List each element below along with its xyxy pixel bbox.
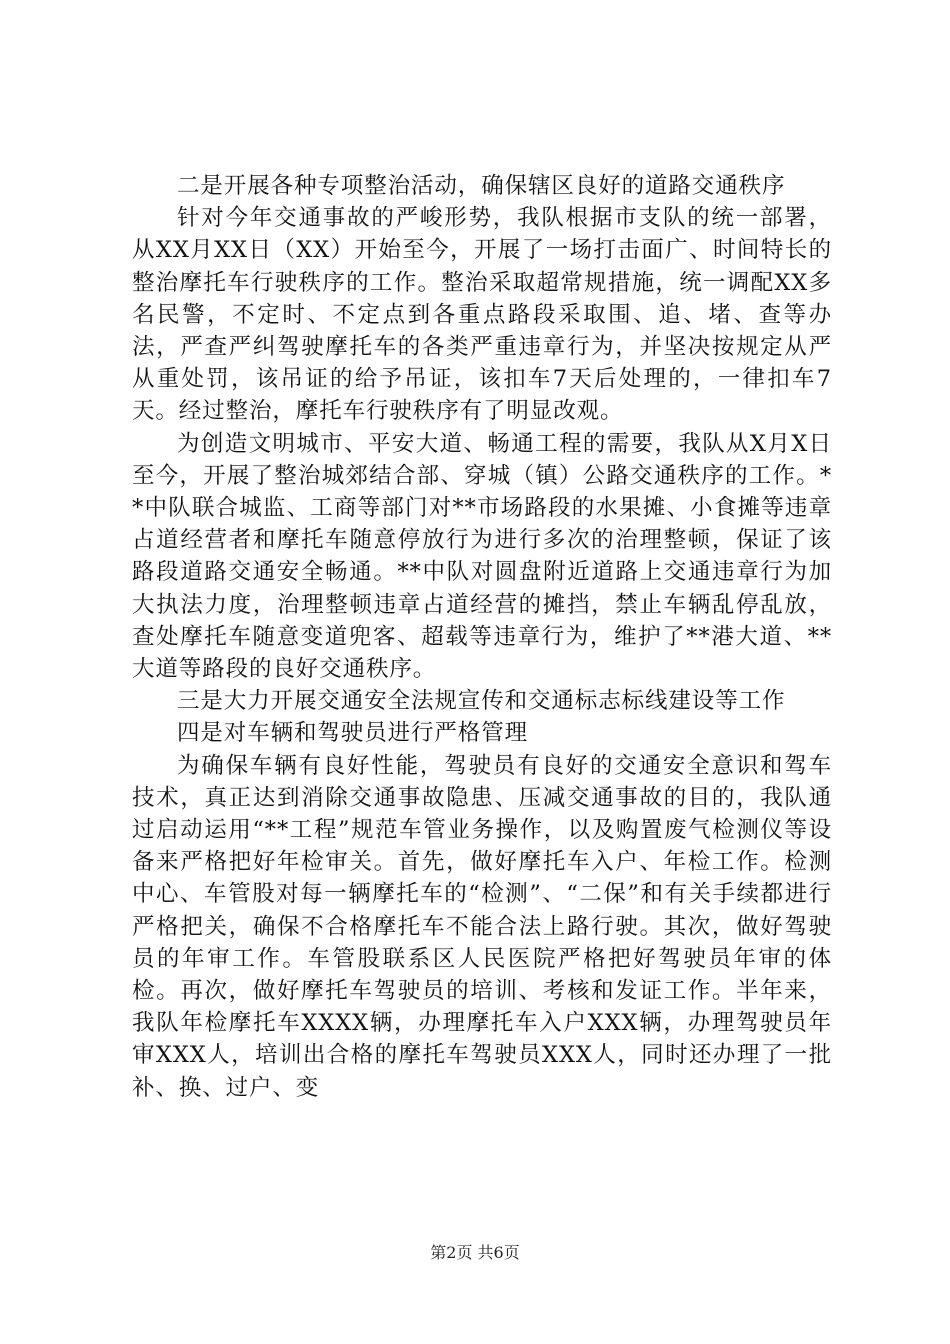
heading-item-four: 四是对车辆和驾驶员进行严格管理 bbox=[177, 720, 529, 747]
body-paragraph: 为确保车辆有良好性能，驾驶员有良好的交通安全意识和驾车技术，真正达到消除交通事故隐患、压减交通事故的目的，我队通过启动运用“**工程”规范车管业务操作，以及购置废气检测仪等设备来严格把好年检审关。首先，做好摩托车入户、年检工作。检测中心、车管股对每一辆摩托车的“检测”、“二保”和有关手续都进行严格把关，确保不合格摩托车不能合法上路行驶。其次，做好驾驶员的年审工作。车管股联系区人民医院严格把好驾驶员年审的体检。再次，做好摩托车驾驶员的培训、考核和发证工作。半年来，我队年检摩托车XXXX辆，办理摩托车入户XXX辆，办理驾驶员年审XXX人，培训出合格的摩托车驾驶员XXX人，同时还办理了一批补、换、过户、变 bbox=[132, 752, 832, 1101]
heading-item-three: 三是大力开展交通安全法规宣传和交通标志标线建设等工作 bbox=[177, 688, 786, 715]
page-number-footer: 第2页 共6页 bbox=[430, 1243, 520, 1262]
document-body bbox=[132, 170, 832, 1104]
body-paragraph: 针对今年交通事故的严峻形势，我队根据市支队的统一部署，从XX月XX日（XX）开始至今，开展了一场打击面广、时间特长的整治摩托车行驶秩序的工作。整治采取超常规措施，统一调配XX多名民警，不定时、不定点到各重点路段采取围、追、堵、查等办法，严查严纠驾驶摩托车的各类严重违章行为，并坚决按规定从严从重处罚，该吊证的给予吊证，该扣车7天后处理的，一律扣车7天。经过整治，摩托车行驶秩序有了明显改观。 bbox=[132, 205, 832, 425]
body-paragraph: 为创造文明城市、平安大道、畅通工程的需要，我队从X月X日至今，开展了整治城郊结合部、穿城（镇）公路交通秩序的工作。**中队联合城监、工商等部门对**市场路段的水果摊、小食摊等违章占道经营者和摩托车随意停放行为进行多次的治理整顿，保证了该路段道路交通安全畅通。**中队对圆盘附近道路上交通违章行为加大执法力度，治理整顿违章占道经营的摊挡，禁止车辆乱停乱放，查处摩托车随意变道兜客、超载等违章行为，维护了**港大道、**大道等路段的良好交通秩序。 bbox=[132, 430, 832, 683]
heading-item-two: 二是开展各种专项整治活动，确保辖区良好的道路交通秩序 bbox=[177, 173, 786, 199]
